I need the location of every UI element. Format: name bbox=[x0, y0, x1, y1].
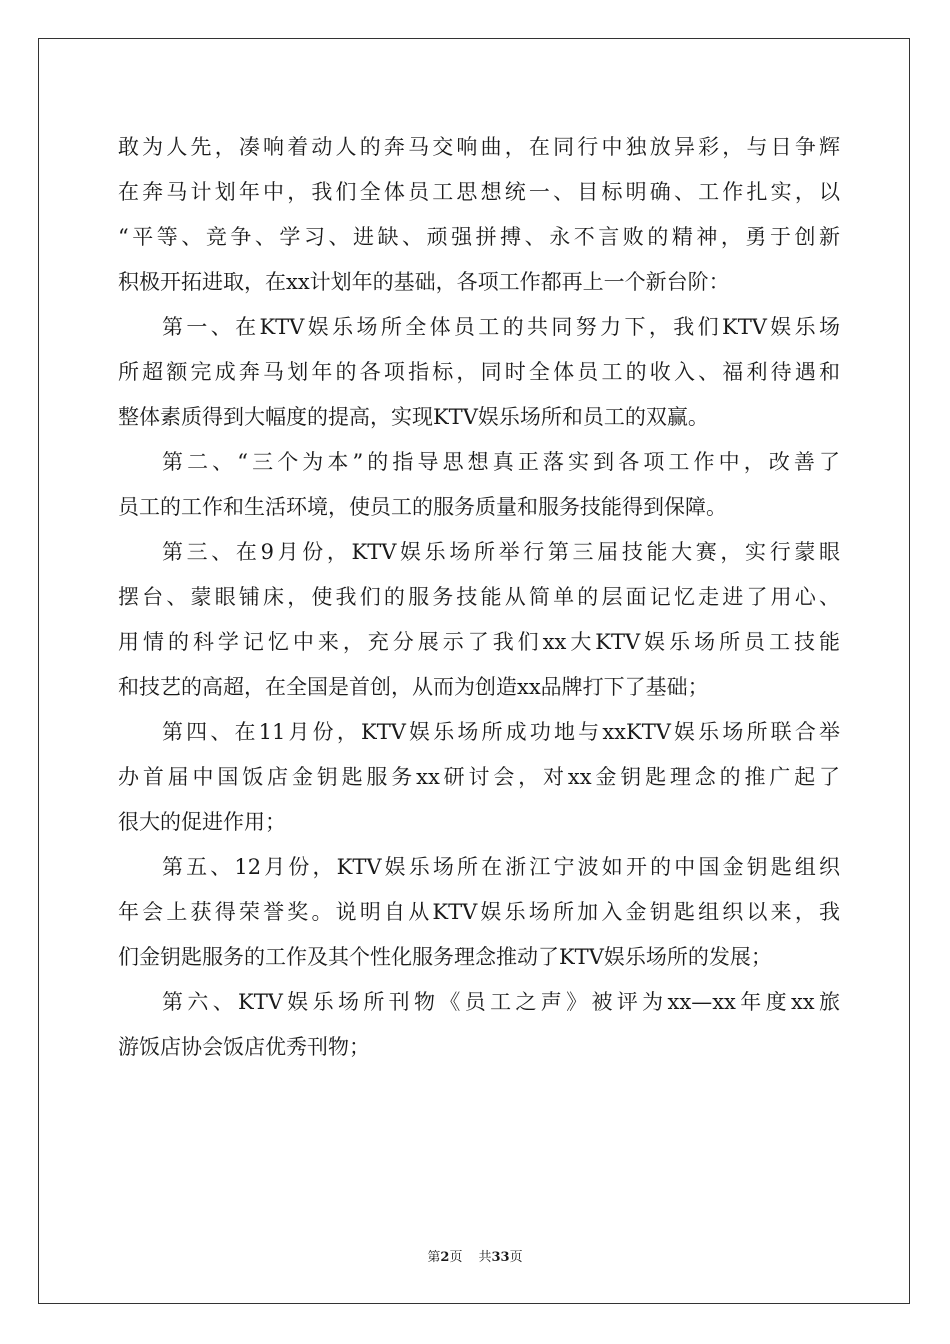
text-line: 积极开拓进取，在xx计划年的基础，各项工作都再上一个新台阶： bbox=[118, 270, 730, 294]
paragraph-first-line: 第六、KTV娱乐场所刊物《员工之声》被评为xx—xx年度xx旅 bbox=[162, 990, 840, 1014]
footer-page-unit: 页 bbox=[449, 1250, 463, 1265]
text-line: 很大的促进作用； bbox=[118, 810, 286, 834]
text-line: “平等、竞争、学习、进缺、顽强拼搏、永不言败的精神，勇于创新 bbox=[118, 225, 840, 249]
text-line: 在奔马计划年中，我们全体员工思想统一、目标明确、工作扎实，以 bbox=[118, 180, 840, 204]
text-line: 年会上获得荣誉奖。说明自从KTV娱乐场所加入金钥匙组织以来，我 bbox=[118, 900, 840, 924]
text-line: 办首届中国饭店金钥匙服务xx研讨会，对xx金钥匙理念的推广起了 bbox=[118, 765, 840, 789]
document-body bbox=[118, 125, 840, 1070]
footer-prefix: 第 bbox=[427, 1250, 441, 1265]
page-footer bbox=[0, 1246, 950, 1265]
footer-total-prefix: 共 bbox=[478, 1250, 492, 1265]
total-pages: 33 bbox=[491, 1250, 510, 1265]
text-line: 所超额完成奔马划年的各项指标，同时全体员工的收入、福利待遇和 bbox=[118, 360, 840, 384]
text-line: 和技艺的高超，在全国是首创，从而为创造xx品牌打下了基础； bbox=[118, 675, 709, 699]
text-line: 摆台、蒙眼铺床，使我们的服务技能从简单的层面记忆走进了用心、 bbox=[118, 585, 840, 609]
text-line: 用情的科学记忆中来，充分展示了我们xx大KTV娱乐场所员工技能 bbox=[118, 630, 840, 654]
paragraph-first-line: 第四、在11月份，KTV娱乐场所成功地与xxKTV娱乐场所联合举 bbox=[162, 720, 840, 744]
text-line: 敢为人先，凑响着动人的奔马交响曲，在同行中独放异彩，与日争辉 bbox=[118, 135, 840, 159]
text-line: 们金钥匙服务的工作及其个性化服务理念推动了KTV娱乐场所的发展； bbox=[118, 945, 772, 969]
text-line: 员工的工作和生活环境，使员工的服务质量和服务技能得到保障。 bbox=[118, 495, 727, 519]
page-number: 2 bbox=[440, 1250, 450, 1265]
text-line: 整体素质得到大幅度的提高，实现KTV娱乐场所和员工的双赢。 bbox=[118, 405, 709, 429]
paragraph-first-line: 第三、在9月份，KTV娱乐场所举行第三届技能大赛，实行蒙眼 bbox=[162, 540, 840, 564]
paragraph-first-line: 第一、在KTV娱乐场所全体员工的共同努力下，我们KTV娱乐场 bbox=[162, 315, 840, 339]
paragraph-first-line: 第五、12月份，KTV娱乐场所在浙江宁波如开的中国金钥匙组织 bbox=[162, 855, 840, 879]
text-line: 游饭店协会饭店优秀刊物； bbox=[118, 1035, 370, 1059]
paragraph-first-line: 第二、“三个为本”的指导思想真正落实到各项工作中，改善了 bbox=[162, 450, 840, 474]
footer-total-unit: 页 bbox=[509, 1250, 523, 1265]
